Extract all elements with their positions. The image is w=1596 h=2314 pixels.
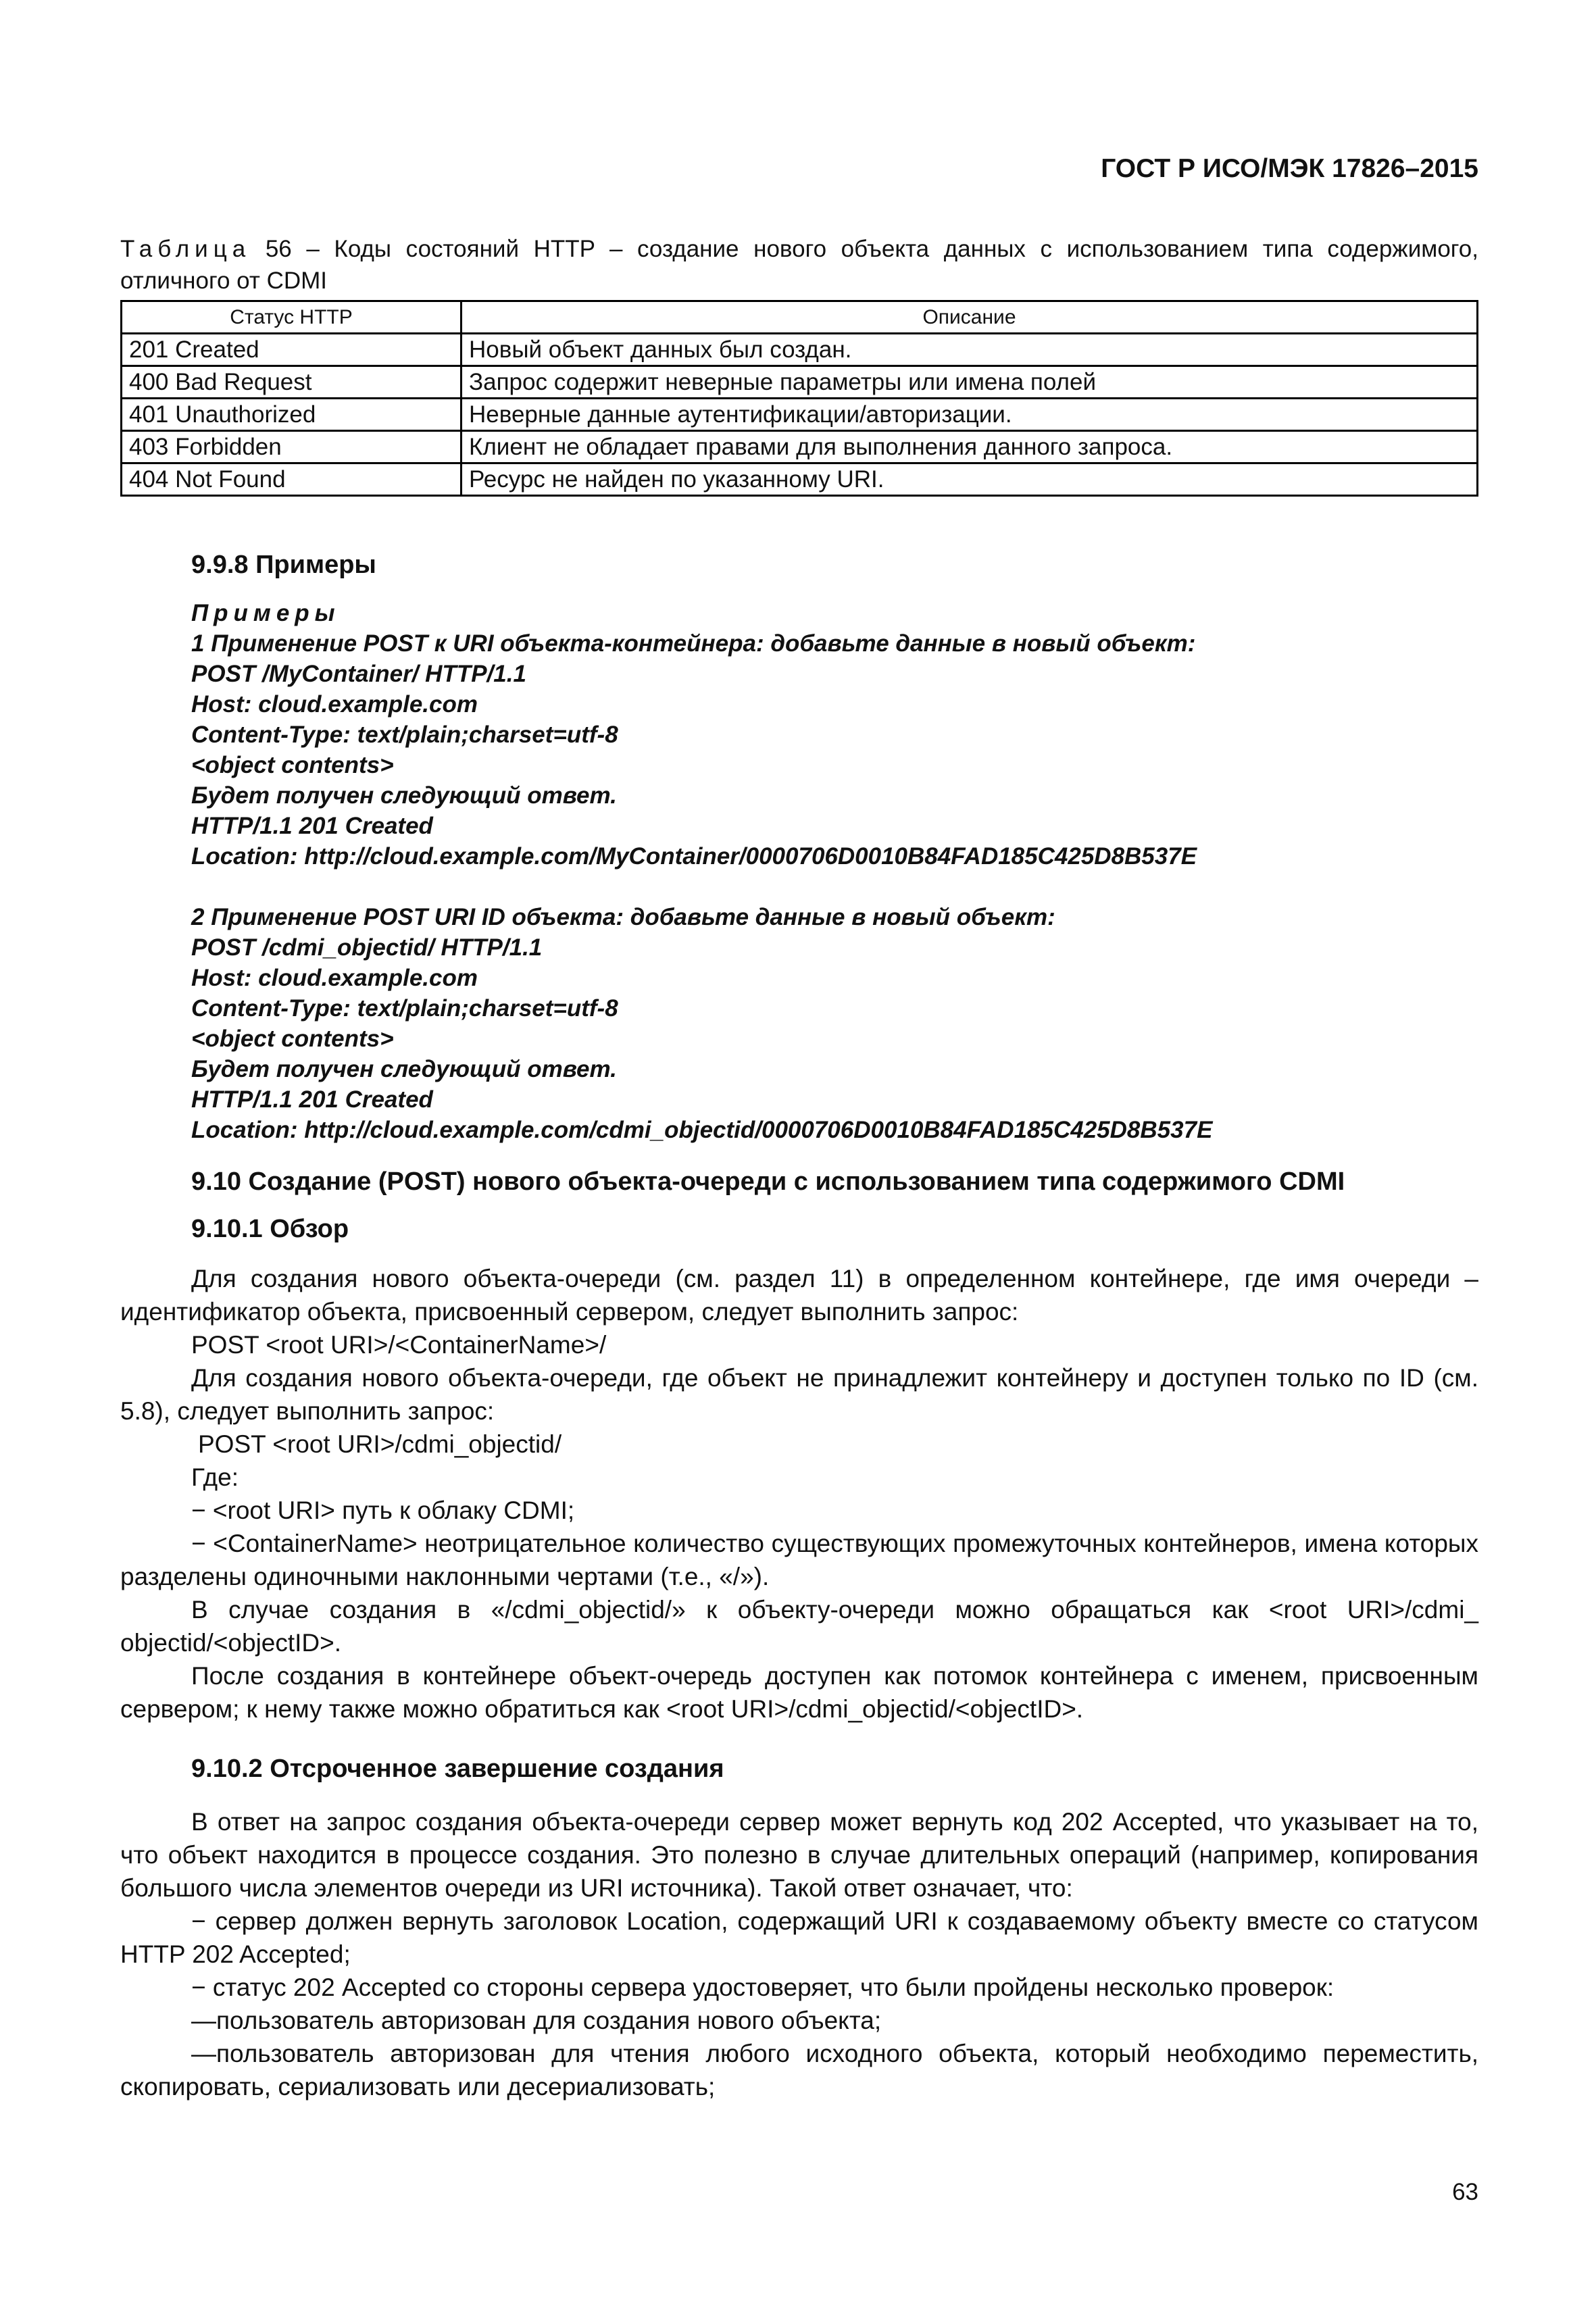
list-item: − сервер должен вернуть заголовок Location, содержащий URI к создаваемому объекту вместе со статусом HTTP 202 Accepted; [120, 1907, 1478, 1968]
list-item: − <root URI> путь к облаку CDMI; [191, 1496, 575, 1524]
example-line: Content-Type: text/plain;charset=utf-8 [191, 722, 618, 748]
table-row [122, 399, 1478, 431]
column-header: Описание [462, 301, 1478, 334]
deferred-body [120, 1805, 1478, 2103]
table-caption-text: 56 – Коды состояний HTTP – создание нового объекта данных с использованием типа содержимого, отличного от CDMI [120, 236, 1478, 294]
description-cell: Неверные данные аутентификации/авторизации. [462, 399, 1478, 431]
paragraph: Где: [191, 1463, 239, 1491]
example-line: Location: http://cloud.example.com/MyContainer/0000706D0010B84FAD185C425D8B537E [191, 843, 1197, 870]
column-header: Статус HTTP [122, 301, 462, 334]
overview-body [120, 1262, 1478, 1726]
table-row [122, 366, 1478, 399]
status-cell: 400 Bad Request [122, 366, 462, 399]
example-line: POST /cdmi_objectid/ HTTP/1.1 [191, 934, 543, 961]
example-line: HTTP/1.1 201 Created [191, 1086, 433, 1113]
paragraph: Для создания нового объекта-очереди (см. раздел 11) в определенном контейнере, где имя очереди – идентификатор объекта, присвоенный сервером, следует выполнить запрос: [120, 1265, 1478, 1326]
status-cell: 404 Not Found [122, 463, 462, 496]
paragraph: После создания в контейнере объект-очередь доступен как потомок контейнера с именем, присвоенным сервером; к нему также можно обратиться как <root URI>/cdmi_objectid/<objectID>. [120, 1662, 1478, 1723]
section-heading: 9.10 Создание (POST) нового объекта-очереди с использованием типа содержимого CDMI [191, 1167, 1345, 1196]
examples-label: Примеры [191, 600, 341, 626]
paragraph: В ответ на запрос создания объекта-очереди сервер может вернуть код 202 Accepted, что указывает на то, что объект находится в процессе создания. Это полезно в случае длительных операций (например, копирования большого числа элементов очереди из URI источника). Такой ответ означает, что: [120, 1808, 1478, 1902]
table-row [122, 463, 1478, 496]
description-cell: Запрос содержит неверные параметры или имена полей [462, 366, 1478, 399]
description-cell: Ресурс не найден по указанному URI. [462, 463, 1478, 496]
examples-block [191, 598, 1549, 1145]
status-cell: 201 Created [122, 334, 462, 366]
description-cell: Клиент не обладает правами для выполнения данного запроса. [462, 431, 1478, 463]
table-header-row [122, 301, 1478, 334]
example-line: Host: cloud.example.com [191, 691, 478, 718]
example-line: Будет получен следующий ответ. [191, 782, 617, 809]
status-cell: 403 Forbidden [122, 431, 462, 463]
subsection-heading: 9.10.2 Отсроченное завершение создания [191, 1755, 724, 1783]
example-line: Content-Type: text/plain;charset=utf-8 [191, 995, 618, 1022]
example-line: <object contents> [191, 752, 394, 778]
table-caption [120, 233, 1478, 297]
paragraph: Для создания нового объекта-очереди, где объект не принадлежит контейнеру и доступен только по ID (см. 5.8), следует выполнить запрос: [120, 1364, 1478, 1425]
example-line: Будет получен следующий ответ. [191, 1056, 617, 1082]
table-row [122, 431, 1478, 463]
example-line: POST /MyContainer/ HTTP/1.1 [191, 661, 526, 687]
example-line: 1 Применение POST к URI объекта-контейнера: добавьте данные в новый объект: [191, 630, 1196, 657]
code-line: POST <root URI>/<ContainerName>/ [191, 1331, 607, 1359]
example-line: 2 Применение POST URI ID объекта: добавьте данные в новый объект: [191, 904, 1055, 930]
subsection-heading: 9.10.1 Обзор [191, 1215, 349, 1243]
section-heading: 9.9.8 Примеры [191, 551, 376, 579]
paragraph: В случае создания в «/cdmi_objectid/» к объекту-очереди можно обращаться как <root URI>/cdmi_ objectid/<objectID>. [120, 1596, 1478, 1657]
list-item: − <ContainerName> неотрицательное количество существующих промежуточных контейнеров, имена которых разделены одиночными наклонными чертами (т.е., «/»). [120, 1530, 1478, 1590]
status-table [120, 300, 1478, 497]
list-item: —пользователь авторизован для создания нового объекта; [191, 2007, 882, 2034]
example-line: Host: cloud.example.com [191, 965, 478, 991]
page-number: 63 [1452, 2179, 1478, 2205]
example-line: <object contents> [191, 1026, 394, 1052]
list-item: —пользователь авторизован для чтения любого исходного объекта, который необходимо переместить, скопировать, сериализовать или десериализовать; [120, 2040, 1478, 2101]
status-cell: 401 Unauthorized [122, 399, 462, 431]
document-header: ГОСТ Р ИСО/МЭК 17826–2015 [1101, 154, 1478, 183]
table-row [122, 334, 1478, 366]
description-cell: Новый объект данных был создан. [462, 334, 1478, 366]
table-caption-label: Таблица [120, 236, 251, 262]
code-line: POST <root URI>/cdmi_objectid/ [198, 1430, 562, 1458]
list-item: − статус 202 Accepted со стороны сервера удостоверяет, что были пройдены несколько проверок: [191, 1973, 1335, 2001]
example-line: Location: http://cloud.example.com/cdmi_objectid/0000706D0010B84FAD185C425D8B537E [191, 1117, 1213, 1143]
example-line: HTTP/1.1 201 Created [191, 813, 433, 839]
